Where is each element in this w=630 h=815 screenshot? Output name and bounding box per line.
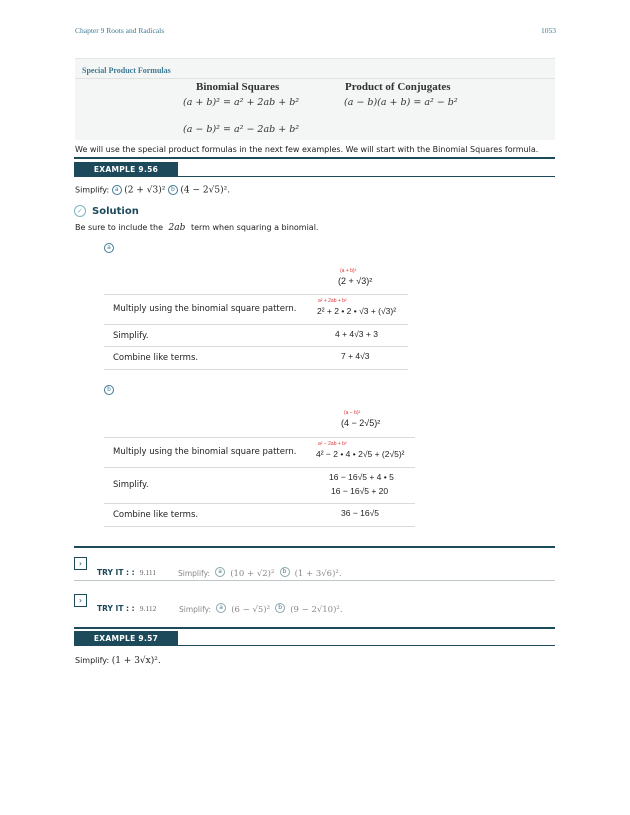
example-top-bar [74,627,555,629]
part-b-marker: b [275,603,285,613]
part-a-marker: a [215,567,225,577]
row-label: Combine like terms. [113,353,199,363]
part-b-marker: b [280,567,290,577]
part-b-marker: b [168,185,178,195]
simplify-label: Simplify: [75,185,110,195]
example-957-label: EXAMPLE 9.57 [74,631,178,646]
expression: (1 + 3√x)². [111,656,161,666]
row-value: 7 + 4√3 [341,351,370,361]
part-a-pattern-labels: (a + b)² [340,268,357,274]
chevron-right-icon: › [78,596,83,605]
example-underline [178,645,555,646]
intro-text: We will use the special product formulas in the next few examples. We will start with the Binomial Squares formula. [75,145,539,154]
row-value: 36 − 16√5 [341,508,379,518]
conjugate-formula: (a − b)(a + b) = a² − b² [344,97,458,108]
row-value: 4² − 2 • 4 • 2√5 + (2√5)² [316,449,405,459]
conjugates-header: Product of Conjugates [345,81,451,93]
solution-heading: Solution [92,206,139,217]
part-b-expression: (4 − 2√5)². [180,185,231,196]
example-956-prompt [75,185,230,196]
square-sum-formula: (a + b)² = a² + 2ab + b² [183,97,300,108]
try-it-expand-button[interactable] [74,557,87,570]
try-it-label: TRY IT : : [97,604,135,613]
try-it-number: 9.111 [139,568,157,577]
part-b-pattern-labels: (a − b)² [344,410,361,416]
binomial-squares-header: Binomial Squares [196,81,280,93]
row-pattern-labels: a² − 2ab + b² [318,441,347,447]
try-it-top-bar [74,546,555,548]
part-b-expression-display: (4 − 2√5)² [341,418,381,428]
part-a-circle: a [104,243,114,253]
part-a-expression: (2 + √3)² [124,185,166,196]
hint-math: 2ab [168,223,186,233]
page-number: 1053 [541,26,556,35]
try-it-112-prompt [179,597,343,616]
row-label: Simplify. [113,480,149,490]
row-label: Combine like terms. [113,510,199,520]
chapter-title: Chapter 9 Roots and Radicals [75,26,165,35]
row-value: 16 − 16√5 + 20 [331,486,389,496]
solution-hint [75,223,318,233]
try-it-label: TRY IT : : [97,568,135,577]
square-diff-formula: (a − b)² = a² − 2ab + b² [183,124,300,135]
part-a-expression: (10 + √2)² [230,569,275,579]
part-a-marker: a [216,603,226,613]
row-label: Simplify. [113,331,149,341]
divider [74,580,555,581]
part-b-label [104,379,114,398]
row-value: 4 + 4√3 + 3 [335,329,378,339]
example-957-prompt [75,656,161,666]
part-a-label [104,237,114,256]
row-label: Multiply using the binomial square pattern. [113,304,297,314]
try-it-number: 9.112 [139,604,157,613]
example-underline [178,176,555,177]
solution-check-icon: ✓ [74,205,86,217]
divider [75,78,555,79]
simplify-label: Simplify: [178,569,211,578]
example-956-label: EXAMPLE 9.56 [74,162,178,177]
part-a-expression: (6 − √5)² [231,605,271,615]
part-b-circle: b [104,385,114,395]
row-value: 16 − 16√5 + 4 • 5 [329,472,394,482]
part-b-expression: (1 + 3√6)². [294,569,342,579]
special-products-title: Special Product Formulas [82,66,171,75]
row-pattern-labels: a² + 2ab + b² [318,298,347,304]
row-label: Multiply using the binomial square pattern. [113,447,297,457]
try-it-111 [97,560,156,579]
try-it-111-prompt [178,561,342,580]
chevron-right-icon: › [78,559,83,568]
part-b-expression: (9 − 2√10)². [290,605,343,615]
part-a-expression-display: (2 + √3)² [338,276,373,286]
simplify-label: Simplify: [179,605,212,614]
example-top-bar [74,157,555,159]
hint-prefix: Be sure to include the [75,223,163,232]
simplify-label: Simplify: [75,656,110,665]
row-value: 2² + 2 • 2 • √3 + (√3)² [317,306,397,316]
part-a-marker: a [112,185,122,195]
hint-suffix: term when squaring a binomial. [190,223,319,232]
try-it-expand-button[interactable] [74,594,87,607]
try-it-112 [97,596,156,615]
